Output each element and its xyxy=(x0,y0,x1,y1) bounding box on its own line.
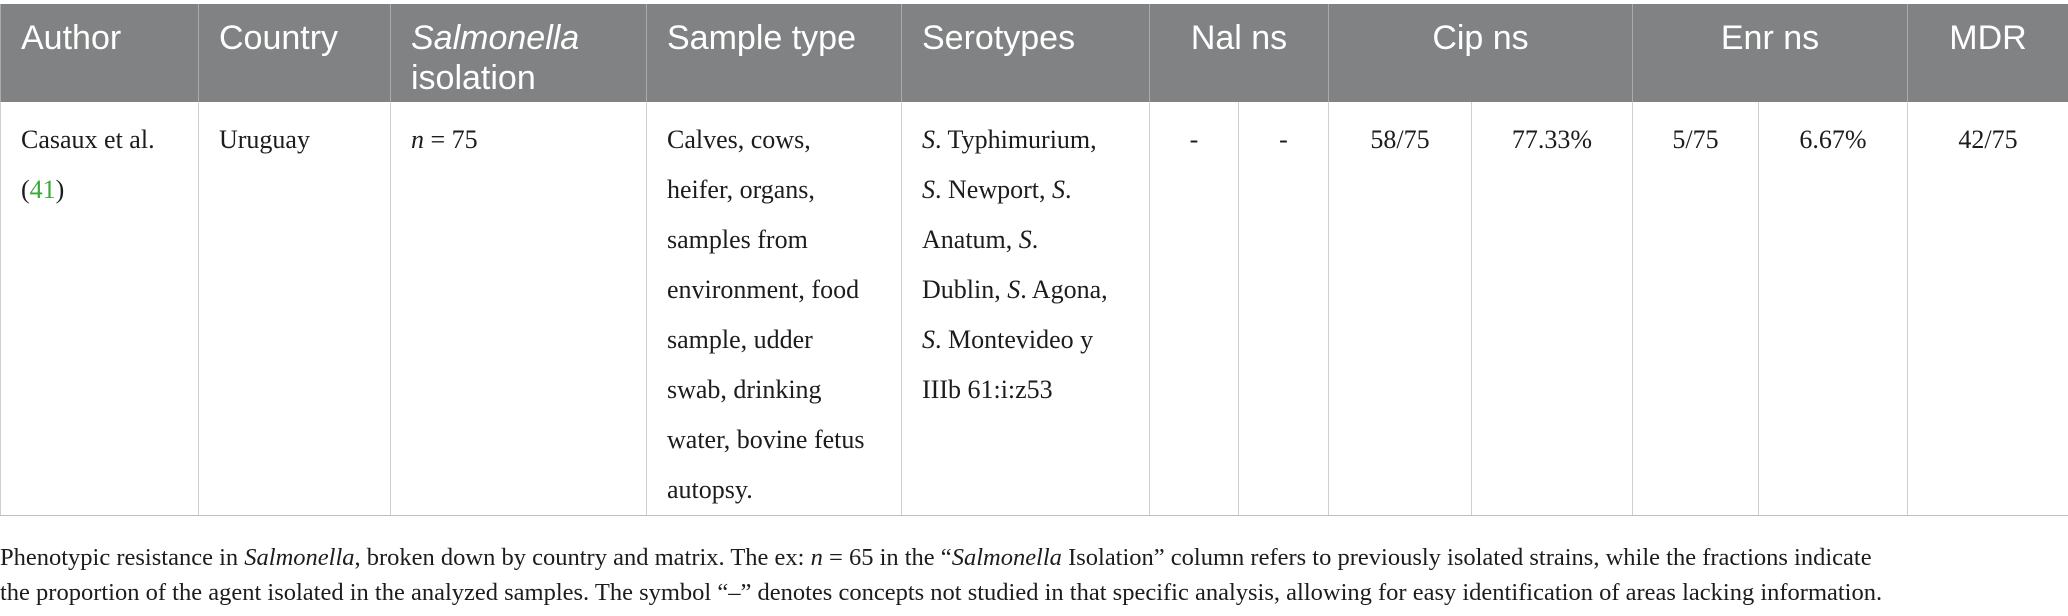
caption-line-1: Phenotypic resistance in Salmonella, broken down by country and matrix. The ex: n = 65 in the “Salmonella Isolation” column refers to previously isolated strains, while the fractions indicate xyxy=(0,544,1872,571)
resistance-table xyxy=(0,4,2068,516)
header-nal: Nal ns xyxy=(1150,4,1329,102)
cell-sample-type: Calves, cows, heifer, organs, samples from environment, food sample, udder swab, drinking water, bovine fetus autopsy. xyxy=(647,102,902,516)
table-row xyxy=(1,102,2068,516)
cell-serotypes: S. Typhimurium, S. Newport, S. Anatum, S. Dublin, S. Agona, S. Montevideo y IIIb 61:i:z53 xyxy=(902,102,1150,516)
header-enr: Enr ns xyxy=(1633,4,1908,102)
header-cip: Cip ns xyxy=(1329,4,1633,102)
header-serotypes: Serotypes xyxy=(902,4,1150,102)
header-isolation-rest: isolation xyxy=(411,59,536,97)
cell-enr-percent: 6.67% xyxy=(1759,102,1908,516)
cell-author: Casaux et al. (41) xyxy=(1,102,199,516)
header-country: Country xyxy=(199,4,391,102)
header-sample-type: Sample type xyxy=(647,4,902,102)
header-mdr: MDR xyxy=(1908,4,2068,102)
table-caption xyxy=(0,540,2068,610)
reference-link[interactable]: 41 xyxy=(29,175,56,204)
header-isolation xyxy=(391,4,647,102)
cell-cip-count: 58/75 xyxy=(1329,102,1472,516)
author-name: Casaux et al. xyxy=(21,125,155,154)
cell-nal-count: - xyxy=(1150,102,1239,516)
header-isolation-italic: Salmonella xyxy=(411,19,580,57)
header-author: Author xyxy=(1,4,199,102)
cell-country: Uruguay xyxy=(199,102,391,516)
cell-mdr: 42/75 xyxy=(1908,102,2068,516)
cell-isolation: n = 75 xyxy=(391,102,647,516)
cell-cip-percent: 77.33% xyxy=(1472,102,1633,516)
header-row xyxy=(1,4,2068,102)
cell-enr-count: 5/75 xyxy=(1633,102,1759,516)
cell-nal-percent: - xyxy=(1239,102,1329,516)
caption-line-2: the proportion of the agent isolated in the analyzed samples. The symbol “–” denotes concepts not studied in that specific analysis, allowing for easy identification of areas lacking information. xyxy=(0,579,1883,606)
